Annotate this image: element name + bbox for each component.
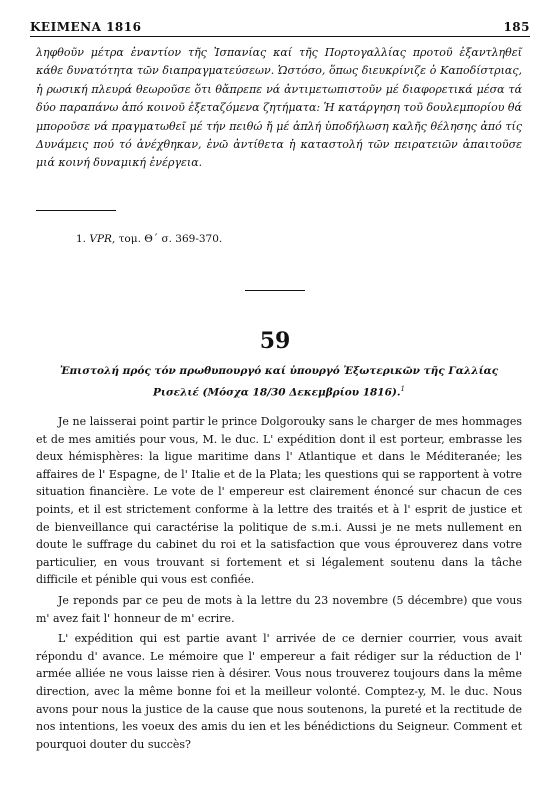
section-divider bbox=[245, 290, 305, 291]
letter-paragraph: Je ne laisserai point partir le prince Dolgorouky sans le charger de mes hommages et de mes amitiés pour vous, M. le duc. L' expédition dont il est porteur, embrasse les deux hémisphères: la ligue maritime dans l' Atlantique et dans le Méditeranée; les affaires de l' Espagne, de l' Italie et de la Plata; les questions qui se rapportent à votre situation financière. Le vote de l' empereur est clairement énoncé sur chacun de ces points, et il est strictement conforme à la lettre des traités et à l' esprit de justice et de bienveillance qui caractérise la politique de s.m.i. Aussi je ne mets nullement en doute le suffrage du cabinet du roi et la satisfaction que vous éprouverez dans votre particulier, en vous trouvant si fortement et si légalement soutenu dans la tâche difficile et pénible qui vous est confiée. bbox=[36, 415, 522, 587]
letter-paragraph: Je reponds par ce peu de mots à la lettre du 23 novembre (5 décembre) que vous m' avez fait l' honneur de m' ecrire. bbox=[36, 593, 522, 625]
running-title: ΚΕΙΜΕΝΑ 1816 bbox=[30, 20, 142, 34]
letter-paragraph: L' expédition qui est partie avant l' arrivée de ce dernier courrier, vous avait répondu d' avance. Le mémoire que l' empereur a fait rédiger sur la réduction de l' armée alliée ne vous laisse rien à désirer. Vous nous trouverez toujours dans la même direction, avec la même bonne foi et la meilleur volonté. Comptez-y, M. le duc. Nous avons pour nous la justice de la cause que nous soutenons, la pureté et la rectitude de nos intentions, les voeux des amis du ien et les bénédictions du Seigneur. Comment et pourquoi douter du succès? bbox=[36, 632, 522, 751]
page-number: 185 bbox=[503, 20, 530, 34]
footnote-source: VPR, bbox=[89, 233, 116, 245]
header-rule bbox=[30, 36, 530, 37]
greek-paragraph: ληφθοῦν μέτρα ἐναντίον τῆς Ἰσπανίας καί τῆς Πορτογαλλίας προτοῦ ἐξαντληθεῖ κάθε δυνατότητα τῶν διαπραγματεύσεων. Ὡστόσο, ὅπως διευκρίνιζε ὁ Καποδίστριας, ἡ ρωσική πλευρά θεωροῦσε ὅτι θἄπρεπε νά ἀντιμετωπιστοῦν μέ διαφορετικά μέσα τά δύο παραπάνω ἀπό κοινοῦ ἐξεταζόμενα ζητήματα: Ἡ κατάργηση τοῦ δουλεμπορίου θά μποροῦσε νά πραγματωθεῖ μέ τήν πειθώ ἤ μέ ἁπλή ὑποδήλωση καλῆς θέλησης ἀπό τίς Δυνάμεις πού τό ἀνέχθηκαν, ἐνῶ ἀντίθετα ἡ καταστολή τῶν πειρατειῶν ἀπαιτοῦσε μιά κοινή δυναμική ἐνέργεια. bbox=[36, 46, 522, 170]
footnote-rule bbox=[36, 210, 116, 211]
running-header bbox=[30, 14, 530, 34]
document-title bbox=[36, 362, 522, 402]
footnote-marker: 1. bbox=[76, 233, 87, 245]
footnote-reference: τομ. Θ΄ σ. 369-370. bbox=[115, 233, 223, 245]
greek-commentary bbox=[36, 44, 522, 173]
footnote bbox=[76, 233, 222, 245]
letter-body bbox=[36, 413, 522, 756]
title-footnote-marker: 1 bbox=[400, 385, 406, 393]
document-number: 59 bbox=[259, 328, 291, 354]
document-title-text: Ἐπιστολή πρός τόν πρωθυπουργό καί ὑπουργό Ἐξωτερικῶν τῆς Γαλλίας Ρισελιέ (Μόσχα 18/30 Δεκεμβρίου 1816). bbox=[59, 365, 499, 399]
